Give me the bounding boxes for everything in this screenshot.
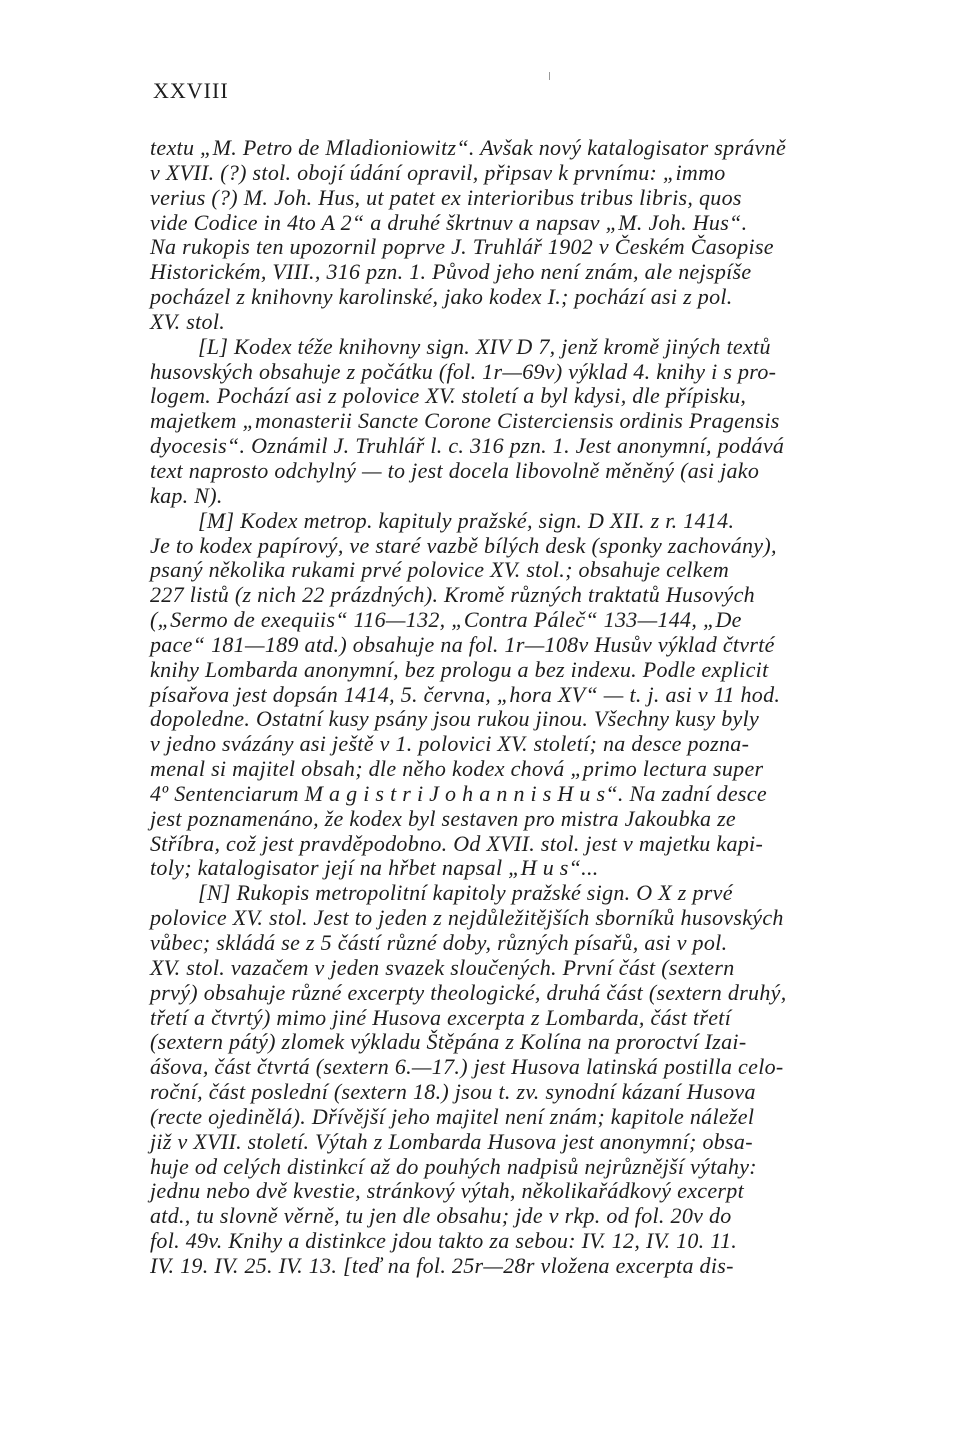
text-line: fol. 49v. Knihy a distinkce jdou takto za sebou: IV. 12, IV. 10. 11. [150, 1228, 738, 1254]
paragraph-start-L: [L] Kodex téže knihovny sign. XIV D 7, jenž kromě jiných textů [198, 333, 771, 359]
text-line: pace“ 181—189 atd.) obsahuje na fol. 1r—108v Husův výklad čtvrté [150, 631, 775, 657]
text-line: textu „M. Petro de Mladioniowitz“. Avšak nový katalogisator správně [150, 135, 787, 160]
text-line: 227 listů (z nich 22 prázdných). Kromě různých traktatů Husových [150, 582, 755, 608]
text-line: Na rukopis ten upozornil poprve J. Truhlář 1902 v Českém Časopise [150, 234, 774, 260]
text-line: IV. 19. IV. 25. IV. 13. [teď na fol. 25r—28r vložena excerpta dis- [150, 1252, 734, 1278]
text-line: Stříbra, což jest pravděpodobno. Od XVII. stol. jest v majetku kapi- [150, 830, 764, 856]
body-text [150, 136, 890, 1279]
text-line: již v XVII. století. Výtah z Lombarda Husova jest anonymní; obsa- [150, 1128, 753, 1154]
text-line: písařova jest dopsán 1414, 5. června, „hora XV“ — t. j. asi v 11 hod. [150, 681, 781, 707]
text-line: roční, část poslední (sextern 18.) jsou t. zv. synodní kázaní Husova [150, 1079, 756, 1105]
text-line: (sextern pátý) zlomek výkladu Štěpána z Kolína na proroctví Izai- [150, 1029, 747, 1055]
text-line: menal si majitel obsah; dle něho kodex chová „primo lectura super [150, 756, 764, 782]
text-line: polovice XV. stol. Jest to jeden z nejdůležitějších sborníků husovských [150, 905, 784, 931]
text-line: ášova, část čtvrtá (sextern 6.—17.) jest Husova latinská postilla celo- [150, 1054, 784, 1080]
text-line: verius (?) M. Joh. Hus, ut patet ex interioribus tribus libris, quos [150, 184, 742, 210]
text-line: knihy Lombarda anonymní, bez prologu a bez indexu. Podle explicit [150, 656, 769, 682]
text-line: husovských obsahuje z počátku (fol. 1r—69v) výklad 4. knihy i s pro- [150, 358, 777, 384]
text-line: Je to kodex papírový, ve staré vazbě bílých desk (sponky zachovány), [150, 532, 777, 558]
text-line: psaný několika rukami prvé polovice XV. stol.; obsahuje celkem [150, 557, 730, 583]
stray-mark [549, 72, 550, 80]
text-line: („Sermo de exequiis“ 116—132, „Contra Páleč“ 133—144, „De [150, 607, 742, 633]
text-line: huje od celých distinkcí až do pouhých nadpisů nejrůznější výtahy: [150, 1153, 757, 1179]
text-line: v XVII. (?) stol. obojí údání opravil, připsav k prvnímu: „immo [150, 159, 726, 185]
text-line: pocházel z knihovny karolinské, jako kodex I.; pochází asi z pol. [150, 284, 733, 310]
text-line: v jedno svázány asi ještě v 1. polovici XV. století; na desce pozna- [150, 731, 750, 757]
text-line: vide Codice in 4to A 2“ a druhé škrtnuv a napsav „M. Joh. Hus“. [150, 209, 748, 235]
text-line: třetí a čtvrtý) mimo jiné Husova excerpta z Lombarda, část třetí [150, 1004, 732, 1030]
text-line: 4º Sentenciarum M a g i s t r i J o h a n n i s H u s“. Na zadní desce [150, 780, 767, 806]
text-line: majetkem „monasterii Sancte Corone Cisterciensis ordinis Pragensis [150, 408, 780, 434]
text-line: Historickém, VIII., 316 pzn. 1. Původ jeho není znám, ale nejspíše [150, 259, 752, 285]
text-line: dopoledne. Ostatní kusy psány jsou rukou jinou. Všechny kusy byly [150, 706, 760, 732]
text-line: jednu nebo dvě kvestie, stránkový výtah, několikařádkový excerpt [150, 1178, 744, 1204]
text-line: (recte ojedinělá). Dřívější jeho majitel není znám; kapitole náležel [150, 1103, 755, 1129]
paragraph-start-N: [N] Rukopis metropolitní kapitoly pražské sign. O X z prvé [198, 880, 733, 906]
text-line: atd., tu slovně věrně, tu jen dle obsahu; jde v rkp. od fol. 20v do [150, 1203, 732, 1229]
text-line: dyocesis“. Oznámil J. Truhlář l. c. 316 pzn. 1. Jest anonymní, podává [150, 433, 785, 459]
text-line: text naprosto odchylný — to jest docela libovolně měněný (asi jako [150, 457, 760, 483]
text-line: toly; katalogisator její na hřbet napsal „H u s“... [150, 855, 599, 881]
text-line: jest poznamenáno, že kodex byl sestaven pro mistra Jakoubka ze [150, 805, 736, 831]
text-line: XV. stol. [150, 308, 226, 334]
page-number: XXVIII [153, 78, 229, 103]
text-line: kap. N). [150, 482, 223, 508]
paragraph-start-M: [M] Kodex metrop. kapituly pražské, sign. D XII. z r. 1414. [198, 507, 735, 533]
text-line: prvý) obsahuje různé excerpty theologické, druhá část (sextern druhý, [150, 979, 787, 1005]
text-line: vůbec; skládá se z 5 částí různé doby, různých písařů, asi v pol. [150, 930, 728, 955]
text-line: logem. Pochází asi z polovice XV. století a byl kdysi, dle přípisku, [150, 383, 747, 409]
text-line: XV. stol. vazačem v jeden svazek sloučených. První část (sextern [150, 954, 735, 980]
